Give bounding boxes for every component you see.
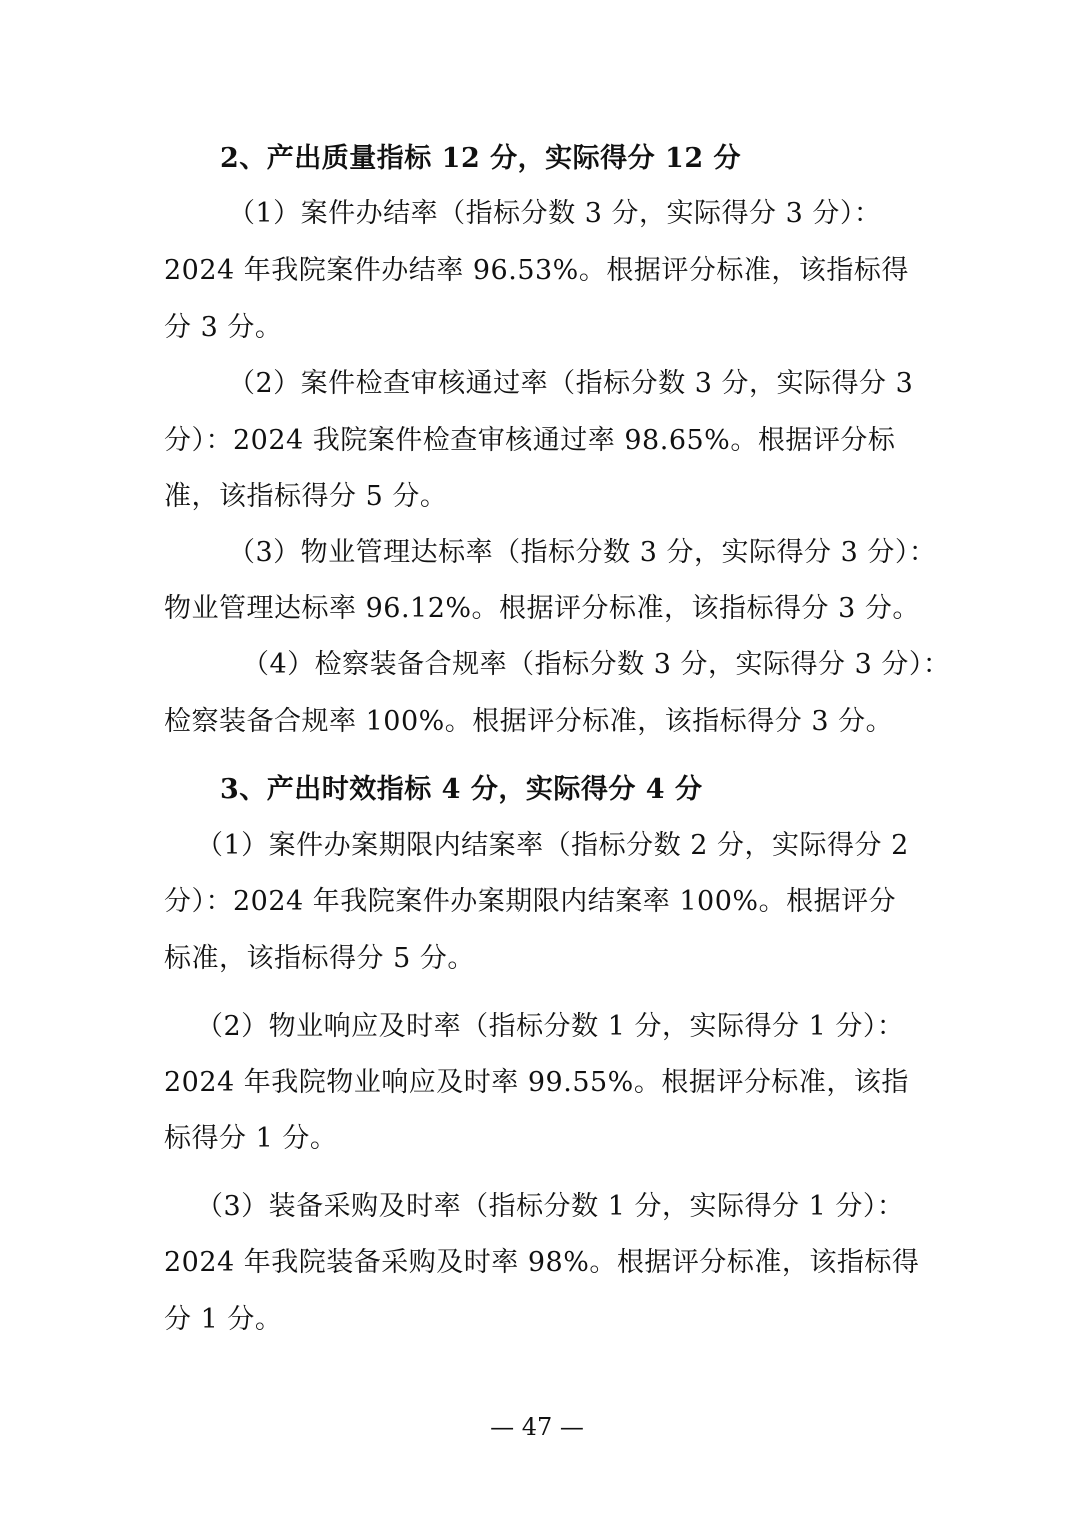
timeliness-item2-line2: 2024 年我院物业响应及时率 99.55%。根据评分标准，该指 (164, 1067, 909, 1098)
quality-item1-line1: （1）案件办结率（指标分数 3 分，实际得分 3 分）： (228, 198, 882, 229)
quality-item4-line2: 检察装备合规率 100%。根据评分标准，该指标得分 3 分。 (164, 706, 894, 737)
timeliness-item3-line2: 2024 年我院装备采购及时率 98%。根据评分标准，该指标得 (164, 1247, 920, 1278)
section-heading-quality: 2、产出质量指标 12 分，实际得分 12 分 (220, 143, 742, 174)
quality-item2-line1: （2）案件检查审核通过率（指标分数 3 分，实际得分 3 (228, 368, 914, 399)
timeliness-item3-line3: 分 1 分。 (164, 1304, 283, 1335)
page-number: — 47 — (490, 1413, 584, 1441)
quality-item1-line2: 2024 年我院案件办结率 96.53%。根据评分标准，该指标得 (164, 255, 909, 286)
quality-item3-line1: （3）物业管理达标率（指标分数 3 分，实际得分 3 分）： (228, 537, 937, 568)
quality-item1-line3: 分 3 分。 (164, 312, 283, 343)
quality-item2-line3: 准，该指标得分 5 分。 (164, 481, 448, 512)
timeliness-item2-line1: （2）物业响应及时率（指标分数 1 分，实际得分 1 分）： (196, 1011, 905, 1042)
section-heading-timeliness: 3、产出时效指标 4 分，实际得分 4 分 (220, 774, 703, 805)
timeliness-item1-line1: （1）案件办案期限内结案率（指标分数 2 分，实际得分 2 (196, 830, 909, 861)
quality-item2-line2: 分）：2024 我院案件检查审核通过率 98.65%。根据评分标 (164, 425, 896, 456)
timeliness-item3-line1: （3）装备采购及时率（指标分数 1 分，实际得分 1 分）： (196, 1191, 905, 1222)
timeliness-item1-line2: 分）：2024 年我院案件办案期限内结案率 100%。根据评分 (164, 886, 897, 917)
timeliness-item2-line3: 标得分 1 分。 (164, 1123, 338, 1154)
quality-item4-line1: （4）检察装备合规率（指标分数 3 分，实际得分 3 分）： (242, 649, 951, 680)
timeliness-item1-line3: 标准，该指标得分 5 分。 (164, 943, 475, 974)
quality-item3-line2: 物业管理达标率 96.12%。根据评分标准，该指标得分 3 分。 (164, 593, 920, 624)
